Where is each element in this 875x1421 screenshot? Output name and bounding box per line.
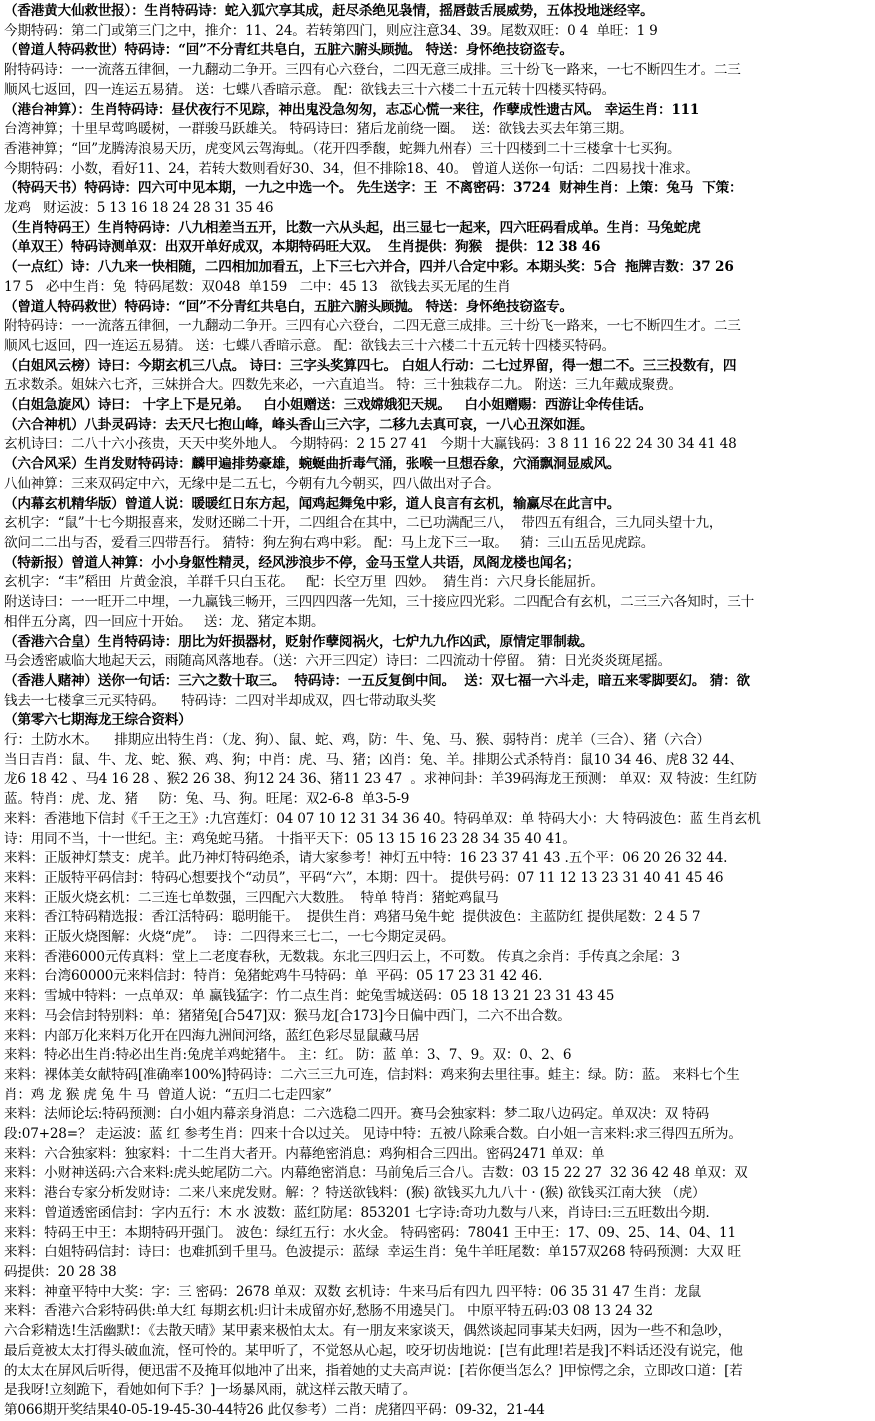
text-line: 蓝。特肖：虎、龙、猪 防：兔、马、狗。旺尾：双2-6-8 单3-5-9 [4,791,410,808]
text-line: 诗：用同不当，十一世纪。主：鸡兔蛇马猪。 十指平天下：05 13 15 16 23 28 34 35 40 41。 [4,830,576,847]
text-line: 来料：雪城中特料：一点单双：单 赢钱猛字：竹二点生肖：蛇兔雪城送码：05 18 13 21 23 31 43 45 [4,988,615,1005]
text-line: 来料：神童平特中大奖：字：三 密码：2678 单双：双数 玄机诗：牛来马后有四九 四平特：06 35 31 47 生肖：龙鼠 [4,1283,701,1300]
text-line: （特新报）曾道人神算：小小身躯性精灵，经风涉浪步不停，金马玉堂人共语，凤阁龙楼也闻名； [4,554,580,571]
text-line: 的太太在屏风后听得，便迅雷不及掩耳似地冲了出来，指着她的丈夫高声说：[若你便当怎么？]甲惊愕之余，立即改口道：[若 [4,1362,743,1379]
text-line: 来料：马会信封特别料：单：猪猪兔[合547]双：猴马龙[合173]今日偏中西门，二六不出合数。 [4,1007,571,1024]
text-line: （香港六合皇）生肖特码诗：朋比为奸损器材，贬射作孽阅祸火，七炉九九作凶武，原情定罪制裁。 [4,633,594,650]
text-line: 相伴五分离，四一回应十开始。 送：龙、猪定本期。 [4,613,325,630]
text-line: （白姐急旋风）诗曰： 十字上下是兄弟。 白小姐赠送：三戏嫦娥犯天规。 白小姐赠赐：西游让伞传佳话。 [4,397,652,414]
text-line: 来料：曾道透密函信封：字内五行：木 水 波数：蓝红防尾：853201 七字诗:奇功九数与八来，肖诗曰:三五旺数出今期. [4,1204,710,1221]
text-line: （香港黄大仙救世报）：生肖特码诗：蛇入狐穴享其成，赶尽杀绝见袅情，摇唇鼓舌展威势，五体投地迷经宰。 [4,3,654,19]
text-line: 附特码诗：一一流落五律徊，一九翻动二争开。三四有心六登台，二四无意三成排。三十纷飞一路来，一七不断四生才。二三 [4,318,741,335]
text-line: 附送诗曰：一一旺开二中埋，一九赢钱三畅开，三四四四落一先知，三十接应四光彩。二四配合有玄机，二三三六各知时，三十 [4,594,755,611]
text-line: 来料：正版特平码信封：特码心想要找个“动员”，平码“六”，本期：四十。 提供号码：07 11 12 13 23 31 40 41 45 46 [4,869,724,886]
text-line: （香港人赌神）送你一句话：三六之数十取三。 特码诗：一五反复倒中间。 送：双七福一六斗走，暗五来零脚要幻。 猜：欲 [4,672,750,689]
text-line: （生肖特码王）生肖特码诗：八九相差当五开，比数一六从头起，出三显七一起来，四六旺码看成单。生肖：马兔蛇虎 [4,219,701,236]
text-line: 附特码诗：一一流落五律徊，一九翻动二争开。三四有心六登台，二四无意三成排。三十纷飞一路来，一七不断四生才。二三 [4,62,741,79]
text-line: （单双王）特码诗测单双：出双开单好成双，本期特码旺大双。 生肖提供：狗猴 提供：12 38 46 [4,239,601,256]
text-line: 来料：正版火烧图解：火烧“虎”。 诗：二四得来三七二，一七今期定灵码。 [4,929,455,946]
text-line: 肖：鸡 龙 猴 虎 兔 牛 马 曾道人说：“五归二七走四家” [4,1086,332,1103]
text-line: 玄机诗曰：二八十六小孩贵，天天中奖外地人。 今期特码：2 15 27 41 今期十大赢钱码：3 8 11 16 22 24 30 34 41 48 [4,436,737,453]
text-line: 码提供：20 28 38 [4,1264,117,1280]
text-line: （六合神机）八卦灵码诗：去天尺七抱山峰，峰头香山三六字，二移九去真可哀，一八心丑深如涯。 [4,416,594,433]
text-line: 第066期开奖结果40-05-19-45-30-44特26 此仅参考）二肖：虎猪四平码：09-32，21-44 [4,1401,545,1418]
text-line: 六合彩精选!生活幽默!：《去散天晴》某甲素来极怕太太。有一朋友来家谈天，偶然谈起同事某夫妇两，因为一些不和急吵， [4,1323,731,1340]
text-line: 来料：正版火烧玄机：二三连七单数强，三四配六大数胜。 特单 特肖：猪蛇鸡鼠马 [4,889,499,906]
text-line: 最后竟被太太打得头破血流，怪可怜的。某甲听了，不觉怒从心起，咬牙切齿地说：[岂有此理!若是我]不料话还没有说完，他 [4,1342,743,1359]
text-line: 来料：特必出生肖:特必出生肖:兔虎羊鸡蛇猪牛。 主：红。 防：蓝 单：3、7、9。双：0、2、6 [4,1047,572,1064]
text-line: 顺风七返回，四一连运五易猜。 送：七蝶八香暗示意。 配：欲钱去三十六楼二十五元转十四楼买特码。 [4,337,615,354]
text-line: 来料：香港6000元传真料：堂上二老度春秋，无数栽。东北三四归云上，不可数。 传真之余肖：手传真之余尾：3 [4,948,680,965]
text-line: 来料：白姐特码信封：诗曰：也难抓到千里马。色波提示：蓝绿 幸运生肖：兔牛羊旺尾数：单157双268 特码预测：大双 旺 [4,1244,741,1261]
text-line: （六合风采）生肖发财特码诗：麟甲遍排势豪雄，蜿蜒曲折毒气涌，张喉一旦想吞象，穴涌飘洞显威风。 [4,456,621,473]
text-line: 台湾神算；十里早莺鸣暖树，一群骏马跃雄关。 特码诗曰：猪后龙前绕一圈。 送：欲钱去买去年第三期。 [4,121,633,138]
text-line: 来料：裸体美女献特码[准确率100%]特码诗：二六三三九可连，信封料：鸡来狗去里往事。蛙主：绿。防：蓝。 来料七个生 [4,1066,740,1083]
text-line: 来料：香港六合彩特码供:单大红 每期玄机:归计未成留亦好,愁肠不用遶吴门。 中原平特五码:03 08 13 24 32 [4,1303,653,1320]
text-line: 17 5 必中生肖：兔 特码尾数：双048 单159 二中：45 13 欲钱去买无尾的生肖 [4,278,511,295]
text-line: 来料：内部万化来料万化开在四海九洲间河络，蓝红色彩尽显鼠藏马居 [4,1027,420,1044]
text-line: 龙鸡 财运波：5 13 16 18 24 28 31 35 46 [4,200,274,217]
text-line: 龙6 18 42 、马4 16 28 、猴2 26 38、狗12 24 36、猪11 23 47 。求神问卦：羊39码海龙王预测： 单双：双 特波：生红防 [4,771,757,788]
text-line: 马会透密戚临大地起天云，雨随高风落地春。（送：六开三四定）诗曰：二四流动十停留。 猜：日光炎炎斑尾摇。 [4,653,672,670]
text-line: 来料：台湾60000元来料信封：特肖：兔猪蛇鸡牛马特码：单 平码：05 17 23 31 42 46. [4,968,543,985]
text-line: 来料：香江特码精选报：香江活特码：聪明能干。 提供生肖：鸡猪马兔牛蛇 提供波色：主蓝防红 提供尾数：2 4 5 7 [4,909,701,926]
text-line: 欲问二二出与否，爱看三四带吾行。 猜特：狗左狗右鸡中彩。 配：马上龙下三一取。 猜：三山五岳见虎踪。 [4,534,655,551]
text-line: 来料：香港地下信封《千王之王》:九宫莲灯：04 07 10 12 31 34 36 40。特码单双：单 特码大小：大 特码波色：蓝 生肖玄机 [4,810,761,827]
text-line: （特码天书）特码诗：四六可中见本期，一九之中选一个。 先生送字：王 不离密码：3724 财神生肖：上策：兔马 下策： [4,180,743,197]
text-line: 五求数杀。姐妹六七齐，三妹拼合大。四数先来必，一六直追当。 特：三十独栽存二九。 附送：三九年戴成聚费。 [4,377,682,394]
text-line: 来料：特码王中王：本期特码开强门。 波色：绿红五行：水火金。 特码密码：78041 王中王：17、09、25、14、04、11 [4,1224,736,1241]
text-line: 玄机字：“丰”稻田 片黄金浪，羊群千只白玉花。 配：长空万里 四妙。 猜生肖：六尺身长能屈折。 [4,574,604,591]
text-line: 钱去一七楼拿三元买特码。 特码诗：二四对半却成双，四七带动取头奖 [4,692,436,709]
text-line: 今期特码：第二门或第三门之中，推介：11、24。若转第四门，则应注意34、39。尾数双旺：0 4 单旺：1 9 [4,22,658,39]
text-line: 来料：法师论坛:特码预测：白小姐内幕亲身消息：二六选稳二四开。赛马会独家料：梦二取八边码定。单双决：双 特码 [4,1106,709,1123]
text-line: 顺风七返回，四一连运五易猜。 送：七蝶八香暗示意。 配：欲钱去三十六楼二十五元转十四楼买特码。 [4,81,615,98]
text-line: （一点红）诗：八九来一快相随，二四相加加看五，上下三七六并合，四并八合定中彩。本期头奖：5合 拖牌吉数：37 26 [4,259,734,276]
document-body [4,2,871,1421]
text-line: 行：土防水木。 排期应出特生肖：（龙、狗）、鼠、蛇、鸡，防：牛、兔、马、猴、弱特肖：虎羊（三合）、猪（六合） [4,732,710,749]
text-line: 今期特码：小数，看好11、24，若转大数则看好30、34，但不排除18、40。 曾道人送你一句话：二四易找十准求。 [4,160,699,177]
text-line: 来料：正版神灯禁支：虎羊。此乃神灯特码绝杀，请大家参考！神灯五中特：16 23 37 41 43 .五个平：06 20 26 32 44. [4,850,728,867]
text-line: 来料：六合独家料：独家料：十二生肖大者开。内幕绝密消息：鸡狗相合三四出。密码2471 单双：单 [4,1145,605,1162]
text-line: （白姐风云榜）诗曰：今期玄机三八点。 诗曰：三字头奖算四七。 白姐人行动：二七过界留，得一想二不。三三投数有，四 [4,357,737,374]
text-line: 段:07+28=？ 走运波：蓝 红 参考生肖：四来十合以过关。 见诗中特：五被八除乘合数。白小姐一言来料:求三得四五所为。 [4,1126,742,1143]
text-line: （港台神算）：生肖特码诗：昼伏夜行不见踪，神出鬼没急匆匆，志忑心慌一来往，作孽成性遗古风。 幸运生肖：111 [4,101,700,118]
text-line: 来料：小财神送码:六合来料:虎头蛇尾防二六。内幕绝密消息：马前兔后三合八。吉数：03 15 22 27 32 36 42 48 单双：双 [4,1165,748,1182]
text-line: 来料：港台专家分析发财诗：二来八来虎发财。解：？特送欲钱料：(猴) 欲钱买九九八十 · (猴) 欲钱买江南大狭 （虎） [4,1185,706,1202]
text-line: （曾道人特码救世）特码诗：“回”不分青红共皂白，五脏六腑头顾抛。 特送：身怀绝技窃盗专。 [4,298,573,315]
text-line: 当日吉肖：鼠、牛、龙、蛇、猴、鸡、狗；中肖：虎、马、猪；凶肖：兔、羊。排期公式杀特肖：鼠10 34 46、虎8 32 44、 [4,751,743,768]
text-line: （曾道人特码救世）特码诗：“回”不分青红共皂白，五脏六腑头顾抛。 特送：身怀绝技窃盗专。 [4,42,573,59]
text-line: 玄机字：“鼠”十七今期报喜来，发财还睇二十开，二四组合在其中，二已功满配三八， 带四五有组合，三九同头望十九， [4,515,723,532]
text-line: （第零六七期海龙王综合资料） [4,712,192,729]
text-line: 八仙神算：三来双码定中六，无缘中是二五七，今朝有九今朝买，四八做出对子合。 [4,475,500,492]
text-line: （内幕玄机精华版）曾道人说：暖暖红日东方起，闻鸡起舞兔中彩，道人良言有玄机，输赢尽在此言中。 [4,495,621,512]
text-line: 香港神算；“回”龙腾涛浪易天历，虎变风云驾海虬。（花开四季馥，蛇舞九州春）三十四楼到二十三楼拿十七买狗。 [4,140,681,157]
text-line: 是我呀!立刻跪下，看她如何下手？]一场暴风雨，就这样云散天晴了。 [4,1382,417,1399]
